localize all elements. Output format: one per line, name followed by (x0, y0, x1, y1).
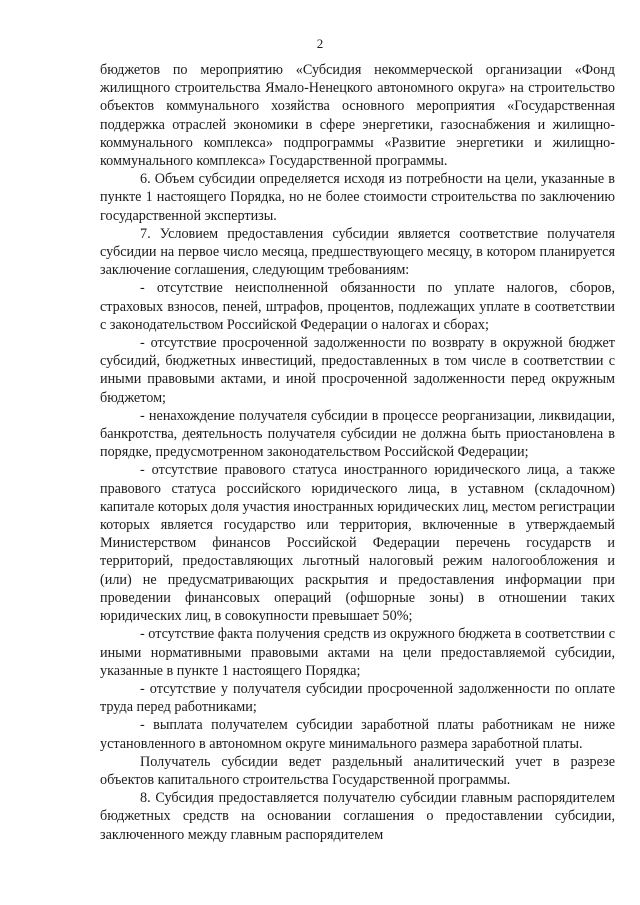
paragraph-continuation: бюджетов по мероприятию «Субсидия некоммерческой организации «Фонд жилищного строительства Ямало-Ненецкого автономного округа» на строительство объектов коммунального хозяйства основного мероприятия «Государственная поддержка отраслей экономики в сфере энергетики, газоснабжения и жилищно-коммунального комплекса» подпрограммы «Развитие энергетики и жилищно-коммунального комплекса» Государственной программы. (100, 62, 615, 170)
requirement-foreign-status: - отсутствие правового статуса иностранного юридического лица, а также правового статуса российского юридического лица, в уставном (складочном) капитале которых доля участия иностранных юридических лиц, местом регистрации которых является государство или территория, включенные в утверждаемый Министерством финансов Российской Федерации перечень государств и территорий, предоставляющих льготный налоговый режим налогообложения и (или) не предусматривающих раскрытия и предоставления информации при проведении финансовых операций (офшорные зоны) в отношении таких юридических лиц, в совокупности превышает 50%; (100, 462, 615, 625)
paragraph-item-8: 8. Субсидия предоставляется получателю субсидии главным распорядителем бюджетных средств на основании соглашения о предоставлении субсидии, заключенного между главным распорядителем (100, 790, 615, 843)
paragraph-item-7: 7. Условием предоставления субсидии является соответствие получателя субсидии на первое число месяца, предшествующего месяцу, в котором планируется заключение соглашения, следующим требованиям: (100, 225, 615, 279)
paragraph-accounting: Получатель субсидии ведет раздельный аналитический учет в разрезе объектов капитального строительства Государственной программы. (100, 753, 615, 788)
requirement-taxes: - отсутствие неисполненной обязанности по уплате налогов, сборов, страховых взносов, пеней, штрафов, процентов, подлежащих уплате в соответствии с законодательством Российской Федерации о налогах и сборах; (100, 280, 615, 333)
requirement-minimum-wage: - выплата получателем субсидии заработной платы работникам не ниже установленного в автономном округе минимального размера заработной платы. (100, 717, 615, 752)
page-number: 2 (316, 36, 324, 51)
document-body (100, 61, 615, 844)
requirement-wage-arrears: - отсутствие у получателя субсидии просроченной задолженности по оплате труда перед работниками; (100, 680, 615, 716)
requirement-no-other-funds: - отсутствие факта получения средств из окружного бюджета в соответствии с иными нормативными правовыми актами на цели предоставляемой субсидии, указанные в пункте 1 настоящего Порядка; (100, 626, 615, 679)
requirement-budget-debt: - отсутствие просроченной задолженности по возврату в окружной бюджет субсидий, бюджетных инвестиций, предоставленных в том числе в соответствии с иными правовыми актами, и иной просроченной задолженности перед окружным бюджетом; (100, 335, 615, 406)
paragraph-item-6: 6. Объем субсидии определяется исходя из потребности на цели, указанные в пункте 1 настоящего Порядка, но не более стоимости строительства по заключению государственной экспертизы. (100, 171, 615, 224)
requirement-no-reorganization: - ненахождение получателя субсидии в процессе реорганизации, ликвидации, банкротства, деятельность получателя субсидии не должна быть приостановлена в порядке, предусмотренном законодательством Российской Федерации; (100, 407, 615, 461)
